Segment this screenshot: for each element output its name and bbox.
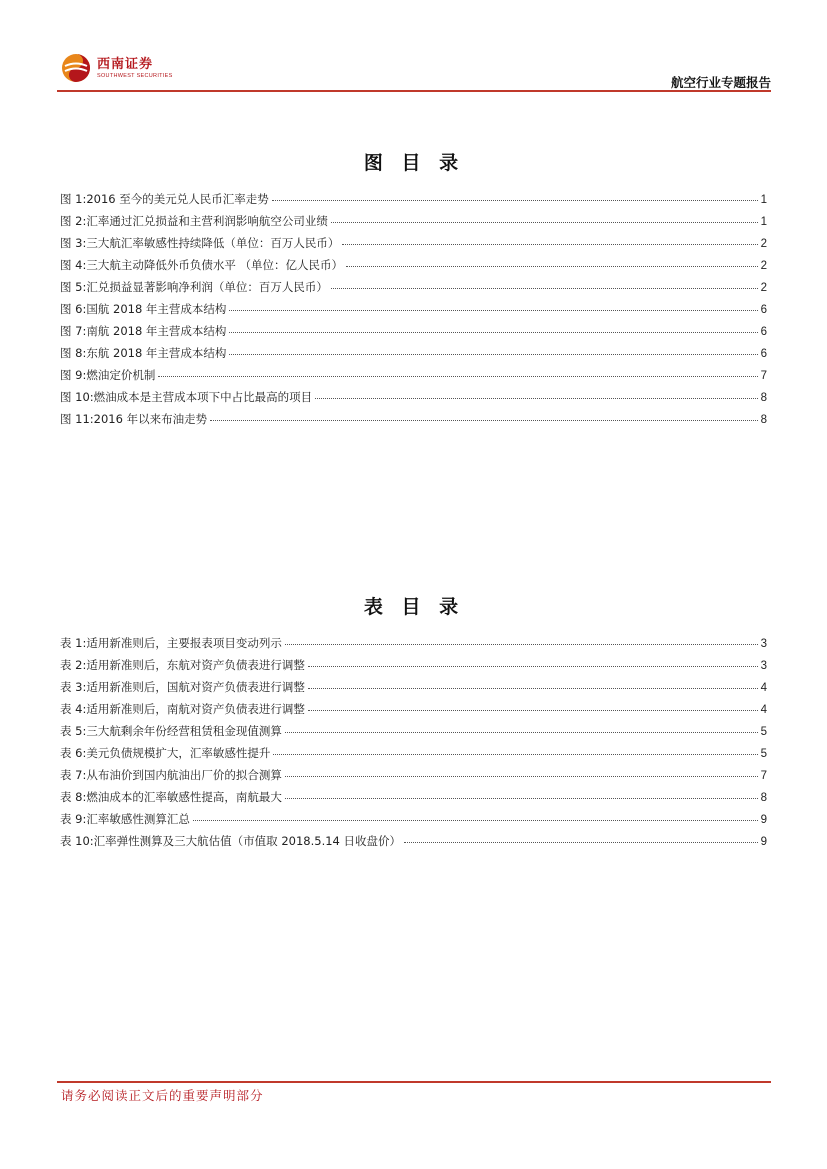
entry-title: 适用新准则后，东航对资产负债表进行调整 <box>86 658 305 672</box>
entry-label: 图 9: <box>60 368 87 382</box>
entry-title: 汇率通过汇兑损益和主营利润影响航空公司业绩 <box>86 214 328 228</box>
entry-title: 燃油成本的汇率敏感性提高，南航最大 <box>86 790 282 804</box>
table-index-entry[interactable] <box>60 767 767 789</box>
page-number: 9 <box>760 814 767 826</box>
page-number: 5 <box>760 748 767 760</box>
table-index-entry[interactable] <box>60 789 767 811</box>
dot-leader <box>331 222 758 223</box>
dot-leader <box>308 688 758 689</box>
entry-label: 图 1: <box>60 192 87 206</box>
entry-label: 图 10: <box>60 390 94 404</box>
logo-english-name: SOUTHWEST SECURITIES <box>97 72 173 79</box>
page-number: 9 <box>760 836 767 848</box>
entry-title: 2016 至今的美元兑人民币汇率走势 <box>86 192 269 206</box>
page-number: 5 <box>760 726 767 738</box>
entry-title: 汇率弹性测算及三大航估值（市值取 2018.5.14 日收盘价） <box>93 834 402 848</box>
page-number: 7 <box>760 770 767 782</box>
dot-leader <box>285 776 758 777</box>
dot-leader <box>273 754 757 755</box>
figure-index-entry[interactable] <box>60 367 767 389</box>
header-divider <box>57 90 771 92</box>
entry-title: 三大航汇率敏感性持续降低（单位：百万人民币） <box>86 236 340 250</box>
table-index-entry[interactable] <box>60 701 767 723</box>
entry-title: 2016 年以来布油走势 <box>93 412 208 426</box>
entry-label: 表 6: <box>60 746 87 760</box>
entry-title: 东航 2018 年主营成本结构 <box>86 346 227 360</box>
dot-leader <box>331 288 758 289</box>
dot-leader <box>229 332 757 333</box>
entry-title: 燃油成本是主营成本项下中占比最高的项目 <box>93 390 313 404</box>
page-number: 3 <box>760 638 767 650</box>
entry-label: 表 3: <box>60 680 87 694</box>
dot-leader <box>229 310 757 311</box>
dot-leader <box>229 354 757 355</box>
entry-label: 表 9: <box>60 812 87 826</box>
entry-title: 适用新准则后，主要报表项目变动列示 <box>86 636 282 650</box>
entry-label: 表 7: <box>60 768 87 782</box>
dot-leader <box>158 376 757 377</box>
entry-label: 图 4: <box>60 258 87 272</box>
table-index-title: 表 目 录 <box>363 596 465 618</box>
dot-leader <box>272 200 758 201</box>
figure-index-entry[interactable] <box>60 191 767 213</box>
footer-divider <box>57 1081 771 1083</box>
entry-label: 表 8: <box>60 790 87 804</box>
entry-label: 图 3: <box>60 236 87 250</box>
page-number: 2 <box>760 282 767 294</box>
page-number: 6 <box>760 348 767 360</box>
page-number: 6 <box>760 304 767 316</box>
company-logo <box>61 50 173 86</box>
figure-index-title: 图 目 录 <box>363 152 465 174</box>
entry-label: 表 1: <box>60 636 87 650</box>
figure-index-entry[interactable] <box>60 301 767 323</box>
page-header <box>57 44 771 94</box>
figure-index-entry[interactable] <box>60 389 767 411</box>
figure-index-list <box>60 191 767 433</box>
dot-leader <box>210 420 758 421</box>
entry-title: 从布油价到国内航油出厂价的拟合测算 <box>86 768 282 782</box>
entry-label: 图 8: <box>60 346 87 360</box>
page-number: 8 <box>760 392 767 404</box>
table-index-entry[interactable] <box>60 657 767 679</box>
dot-leader <box>285 798 758 799</box>
page-number: 4 <box>760 682 767 694</box>
dot-leader <box>193 820 758 821</box>
entry-title: 南航 2018 年主营成本结构 <box>86 324 227 338</box>
page-number: 2 <box>760 238 767 250</box>
entry-label: 表 4: <box>60 702 87 716</box>
dot-leader <box>285 644 758 645</box>
page-number: 4 <box>760 704 767 716</box>
page-number: 3 <box>760 660 767 672</box>
dot-leader <box>285 732 758 733</box>
entry-title: 汇率敏感性测算汇总 <box>86 812 190 826</box>
entry-label: 图 7: <box>60 324 87 338</box>
table-index-entry[interactable] <box>60 833 767 855</box>
entry-label: 表 2: <box>60 658 87 672</box>
entry-title: 适用新准则后，国航对资产负债表进行调整 <box>86 680 305 694</box>
table-index-entry[interactable] <box>60 679 767 701</box>
entry-title: 汇兑损益显著影响净利润（单位：百万人民币） <box>86 280 328 294</box>
report-type-label: 航空行业专题报告 <box>670 75 771 90</box>
page-number: 1 <box>760 194 767 206</box>
entry-label: 图 6: <box>60 302 87 316</box>
entry-label: 图 11: <box>60 412 94 426</box>
entry-label: 图 2: <box>60 214 87 228</box>
footer-disclaimer: 请务必阅读正文后的重要声明部分 <box>61 1088 264 1103</box>
entry-title: 三大航剩余年份经营租赁租金现值测算 <box>86 724 282 738</box>
table-index-entry[interactable] <box>60 811 767 833</box>
dot-leader <box>342 244 757 245</box>
page-number: 7 <box>760 370 767 382</box>
table-index-entry[interactable] <box>60 635 767 657</box>
entry-title: 适用新准则后，南航对资产负债表进行调整 <box>86 702 305 716</box>
dot-leader <box>346 266 758 267</box>
page-number: 6 <box>760 326 767 338</box>
entry-title: 国航 2018 年主营成本结构 <box>86 302 227 316</box>
figure-index-entry[interactable] <box>60 411 767 433</box>
table-index-entry[interactable] <box>60 723 767 745</box>
table-index-list <box>60 635 767 855</box>
logo-chinese-name: 西南证券 <box>97 56 154 72</box>
dot-leader <box>404 842 758 843</box>
figure-index-entry[interactable] <box>60 235 767 257</box>
entry-title: 美元负债规模扩大，汇率敏感性提升 <box>86 746 271 760</box>
entry-title: 三大航主动降低外币负债水平 （单位：亿人民币） <box>86 258 344 272</box>
page-number: 2 <box>760 260 767 272</box>
table-index-entry[interactable] <box>60 745 767 767</box>
entry-title: 燃油定价机制 <box>86 368 156 382</box>
dot-leader <box>315 398 757 399</box>
figure-index-entry[interactable] <box>60 279 767 301</box>
page-number: 8 <box>760 414 767 426</box>
page-number: 8 <box>760 792 767 804</box>
entry-label: 表 5: <box>60 724 87 738</box>
entry-label: 表 10: <box>60 834 94 848</box>
figure-index-entry[interactable] <box>60 213 767 235</box>
page-number: 1 <box>760 216 767 228</box>
figure-index-entry[interactable] <box>60 345 767 367</box>
dot-leader <box>308 666 758 667</box>
figure-index-entry[interactable] <box>60 257 767 279</box>
logo-mark-icon <box>61 53 91 83</box>
dot-leader <box>308 710 758 711</box>
figure-index-entry[interactable] <box>60 323 767 345</box>
entry-label: 图 5: <box>60 280 87 294</box>
